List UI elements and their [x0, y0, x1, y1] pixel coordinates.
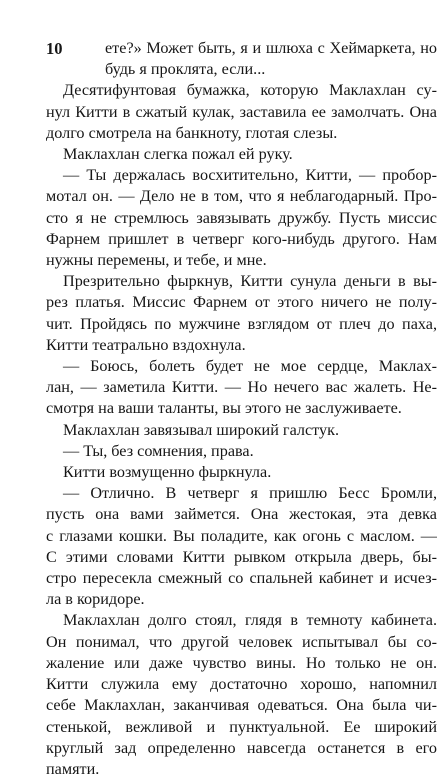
text-line: — Ты держалась восхитительно, Китти, — пробор- [63, 166, 437, 185]
text-line: Китти служила ему достаточно хорошо, напомнил [46, 675, 437, 694]
text-line: пусть она вами займется. Она жестокая, эта девка [46, 505, 437, 524]
text-line: мотал он. — Дело не в том, что я неблагодарный. Про- [46, 187, 437, 206]
text-line: долго смотрела на банкноту, глотая слезы. [46, 123, 338, 142]
text-line: Фарнем пришлет в четверг кого-нибудь другого. Нам [46, 229, 437, 248]
text-line: рез платья. Миссис Фарнем от этого ничего не полу- [46, 293, 437, 312]
text-line: Китти театрально вздохнула. [46, 335, 246, 354]
text-line: ла в коридоре. [46, 590, 145, 609]
text-line: — Боюсь, болеть будет не мое сердце, Маклах- [63, 357, 437, 376]
text-line: лан, — заметила Китти. — Но нечего вас жалеть. Не- [46, 378, 437, 397]
text-line: круглый зад определенно навсегда останется в его [46, 738, 437, 757]
text-line: памяти. [46, 759, 100, 778]
text-line: с глазами кошки. Вы поладите, как огонь с маслом. — [46, 526, 437, 545]
page-number: 10 [46, 39, 63, 58]
text-line: стро пересекла смежный со спальней кабинет и исчез- [46, 569, 437, 588]
text-line: Маклахлан долго стоял, глядя в темноту кабинета. [63, 611, 437, 630]
text-line: себе Маклахлан, заканчивая одеваться. Она была чи- [46, 696, 437, 715]
page-text [46, 38, 437, 780]
text-line: Он понимал, что другой человек испытывал бы со- [46, 632, 437, 651]
text-line: Десятифунтовая бумажка, которую Маклахлан су- [63, 81, 437, 100]
text-line: стенькой, вежливой и пунктуальной. Ее широкий [46, 717, 437, 736]
text-line: ете?» Может быть, я и шлюха с Хеймаркета, но [105, 39, 437, 57]
text-line: нужны перемены, и тебе, и мне. [46, 251, 267, 270]
text-line: Презрительно фыркнув, Китти сунула деньги в вы- [63, 272, 437, 291]
text-line: Китти возмущенно фыркнула. [63, 463, 272, 482]
text-line: смотря на ваши таланты, вы этого не заслуживаете. [46, 399, 402, 418]
text-line: чит. Пройдясь по мужчине взглядом от плеч до паха, [46, 314, 437, 333]
text-line: С этими словами Китти рывком открыла дверь, бы- [46, 547, 437, 566]
text-line: — Ты, без сомнения, права. [63, 441, 254, 460]
text-line: будь я проклята, если... [105, 60, 266, 79]
text-line: сто я не стремлюсь завязывать дружбу. Пусть миссис [46, 208, 437, 227]
text-line: жаление или даже чувство вины. Но только не он. [46, 653, 437, 672]
text-line: Маклахлан слегка пожал ей руку. [63, 145, 293, 164]
text-line: Маклахлан завязывал широкий галстук. [63, 420, 340, 439]
text-line: — Отлично. В четверг я пришлю Бесс Бромли, [63, 484, 437, 503]
text-line: нул Китти в сжатый кулак, заставила ее замолчать. Она [46, 102, 437, 121]
